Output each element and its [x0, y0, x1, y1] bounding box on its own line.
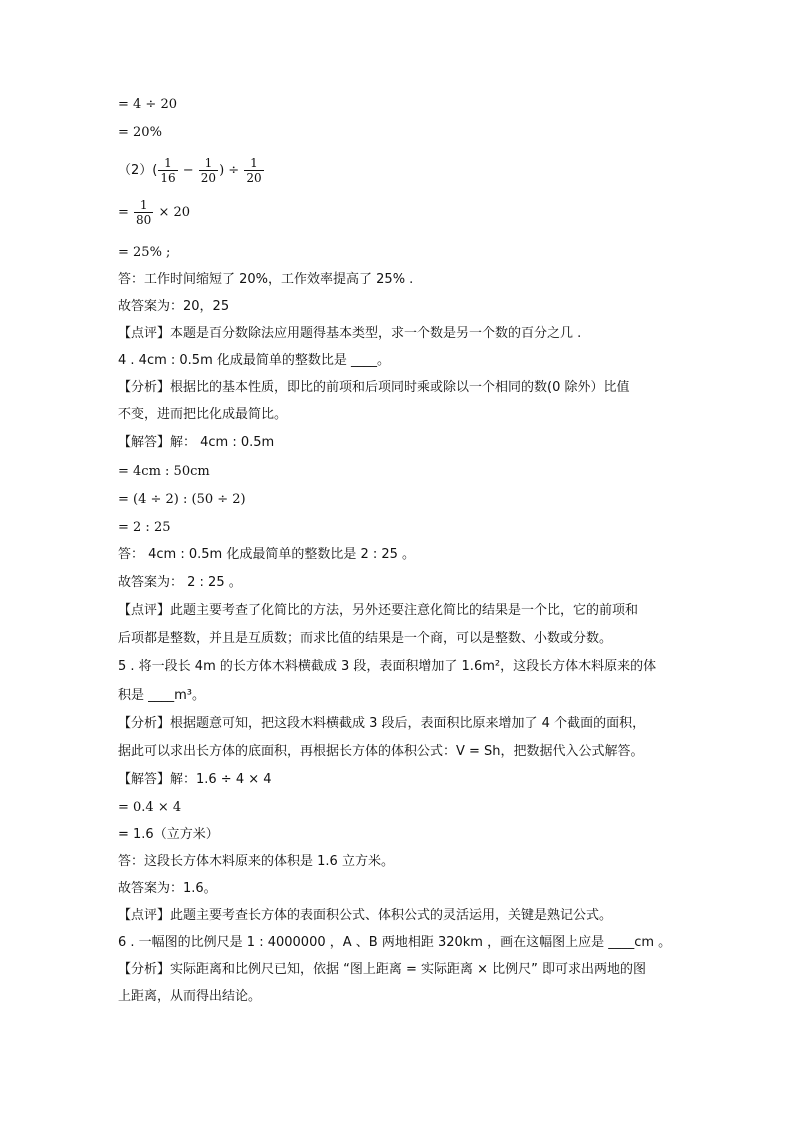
- analysis-line: 【分析】根据题意可知，把这段木料横截成 3 段后，表面积比原来增加了 4 个截面的面积，: [118, 716, 646, 731]
- answer-line: 答：工作时间缩短了 20%，工作效率提高了 25% .: [118, 272, 414, 287]
- comment-line: 后项都是整数，并且是互质数；而求比值的结果是一个商，可以是整数、小数或分数。: [118, 631, 613, 646]
- analysis-line: 不变，进而把比化成最简比。: [118, 407, 288, 422]
- answer-summary: 故答案为：1.6。: [118, 881, 217, 896]
- solution-line: = 20%: [118, 125, 162, 140]
- comment-line: 【点评】本题是百分数除法应用题得基本类型，求一个数是另一个数的百分之几 .: [118, 326, 582, 341]
- solution-line: = (4 ÷ 2) : (50 ÷ 2): [118, 492, 246, 507]
- comment-line: 【点评】此题主要考查长方体的表面积公式、体积公式的灵活运用，关键是熟记公式。: [118, 908, 613, 923]
- fraction: $\frac{1}{20}$: [200, 156, 217, 185]
- fraction: $\frac{1}{20}$: [246, 156, 262, 185]
- solution-line: = 4cm : 50cm: [118, 464, 210, 479]
- question-5: 5 . 将一段长 4m 的长方体木料横截成 3 段，表面积增加了 1.6m²，这段长方体木料原来的体: [118, 659, 657, 674]
- question-6: 6 . 一幅图的比例尺是 1 : 4000000 ，A 、B 两地相距 320km ，画在这幅图上应是 ____cm 。: [118, 935, 672, 950]
- comment-line: 【点评】此题主要考查了化简比的方法，另外还要注意化简比的结果是一个比，它的前项和: [118, 603, 639, 618]
- fraction-expression: （2）( $\frac{1}{16}$ − $\frac{1}{20}$ ) ÷ $\frac{1}{20}$: [118, 156, 262, 185]
- solution-line: = 1.6（立方米）: [118, 827, 219, 842]
- answer-line: 答： 4cm : 0.5m 化成最简单的整数比是 2 : 25 。: [118, 547, 416, 562]
- fraction: $\frac{1}{80}$: [136, 198, 152, 227]
- analysis-line: 【分析】根据比的基本性质，即比的前项和后项同时乘或除以一个相同的数(0 除外）比值: [118, 380, 630, 395]
- fraction: $\frac{1}{16}$: [160, 156, 176, 185]
- question-4: 4 . 4cm : 0.5m 化成最简单的整数比是 ____。: [118, 353, 390, 368]
- solution-header: 【解答】解： 4cm : 0.5m: [118, 435, 275, 450]
- answer-summary: 故答案为： 2 : 25 。: [118, 575, 242, 590]
- answer-line: 答：这段长方体木料原来的体积是 1.6 立方米。: [118, 854, 394, 869]
- analysis-line: 【分析】实际距离和比例尺已知，依据 “图上距离 = 实际距离 × 比例尺” 即可求出两地的图: [118, 962, 647, 977]
- solution-line: = 25% ;: [118, 245, 171, 260]
- fraction-expression: = $\frac{1}{80}$ × 20: [118, 198, 191, 227]
- solution-line: = 4 ÷ 20: [118, 97, 177, 112]
- answer-summary: 故答案为：20，25: [118, 299, 230, 314]
- solution-header: 【解答】解：1.6 ÷ 4 × 4: [118, 772, 272, 787]
- analysis-line: 据此可以求出长方体的底面积，再根据长方体的体积公式：V = Sh，把数据代入公式解答。: [118, 744, 644, 759]
- analysis-line: 上距离，从而得出结论。: [118, 989, 262, 1004]
- question-5-cont: 积是 ____m³。: [118, 688, 206, 703]
- solution-line: = 2 : 25: [118, 520, 171, 535]
- solution-line: = 0.4 × 4: [118, 800, 182, 815]
